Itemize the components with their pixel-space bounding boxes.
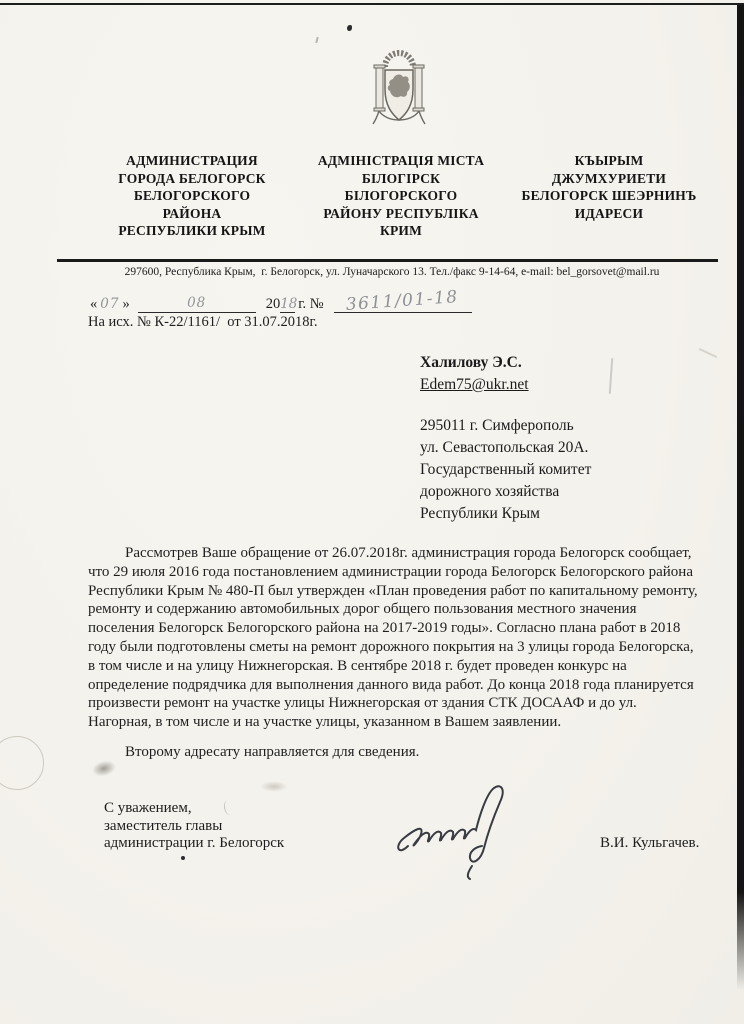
scan-ring-smudge — [0, 736, 44, 790]
recipient-address-line: ул. Севастопольская 20А. — [420, 439, 589, 456]
letterhead-column-russian — [83, 152, 301, 240]
recipient-name: Халилову Э.С. — [420, 354, 522, 371]
handwritten-outgoing-number: 3611/01-18 — [345, 287, 460, 315]
faint-pen-mark — [609, 358, 614, 394]
recipient-block — [420, 352, 591, 525]
scan-edge-right-strip — [737, 5, 744, 990]
scan-edge-top-line — [0, 3, 744, 5]
closing-line: администрации г. Белогорск — [104, 835, 285, 852]
handwritten-day: 07 — [100, 296, 120, 312]
emblem-right-column — [415, 68, 422, 108]
letterhead-line: БЕЛОГОРСК ШЕЭРНИНЪ — [521, 188, 697, 203]
year-prefix: 20 — [265, 296, 281, 312]
letter-body — [88, 544, 698, 762]
handwritten-year: 18 — [280, 296, 298, 312]
body-main-paragraph: Рассмотрев Ваше обращение от 26.07.2018г. администрация города Белогорск сообщает, что 29 июля 2016 года постановлением администрации города Белогорск Белогорского района Республики Крым № 480-П был утвержден «План проведения работ по капитальному ремонту, ремонту и содержанию автомобильных дорог общего пользования местного значения поселения Белогорск Белогорского района на 2017-2019 годы». Согласно плана работ в 2018 году были подготовлены сметы на ремонт дорожного покрытия на 3 улицы города Белогорска, в том числе и на улицу Нижнегорская. В сентябре 2018 г. будет проведен конкурс на определение подрядчика для выполнения данного вида работ. До конца 2018 года планируется произвести ремонт на участке улицы Нижнегорская от здания СТК ДОСААФ и до ул. Нагорная, в том числе и на участке улицы, указанном в Вашем заявлении. — [88, 545, 698, 731]
letterhead-line: АДМІНІСТРАЦІЯ МІСТА — [317, 153, 485, 168]
letterhead-line: КРИМ — [379, 223, 423, 238]
scan-speck — [347, 25, 352, 31]
year-number-label: г. № — [298, 296, 324, 312]
letterhead-line: РЕСПУБЛИКИ КРЫМ — [118, 223, 266, 238]
closing-line: С уважением, — [104, 800, 192, 816]
letterhead-line: БІЛОГІРСК — [361, 170, 441, 186]
scan-speck — [181, 856, 185, 860]
letterhead-line: ДЖУМХУРИЕТИ — [551, 170, 667, 186]
recipient-address-line: Государственный комитет — [420, 461, 592, 478]
letterhead-line: КЪЫРЫМ — [574, 153, 644, 168]
scan-speck — [315, 37, 318, 43]
incoming-reference-line: На исх. № К-22/1161/ от 31.07.2018г. — [88, 314, 318, 330]
letterhead-line: РАЙОНУ РЕСПУБЛІКА — [323, 205, 479, 221]
crimea-coat-of-arms-emblem — [367, 50, 431, 136]
letterhead-line: БЕЛОГОРСКОГО — [133, 188, 251, 203]
scan-scratch — [699, 348, 718, 358]
recipient-address-line: 295011 г. Симферополь — [420, 417, 574, 434]
recipient-address-line: дорожного хозяйства — [420, 483, 560, 500]
closing-block — [104, 800, 284, 853]
body-note-paragraph: Второму адресату направляется для сведения. — [125, 743, 420, 760]
letterhead-line: АДМИНИСТРАЦИЯ — [126, 153, 258, 168]
letterhead-line: ИДАРЕСИ — [574, 205, 644, 221]
number-blank-line — [334, 287, 472, 315]
letterhead-line: ГОРОДА БЕЛОГОРСК — [118, 170, 266, 186]
recipient-email: Edem75@ukr.net — [420, 376, 529, 393]
letterhead-column-ukrainian — [301, 152, 501, 240]
emblem-left-column — [376, 68, 383, 108]
spacer — [420, 396, 591, 415]
letterhead-column-crimean-tatar — [503, 152, 715, 222]
close-quote: » — [122, 296, 130, 312]
emblem-sun-rays — [385, 53, 413, 67]
outgoing-reference-line — [90, 287, 472, 315]
signatory-name: В.И. Кульгачев. — [600, 835, 700, 851]
recipient-address-line: Республики Крым — [420, 505, 540, 522]
letterhead-contact-line: 297600, Республика Крым, г. Белогорск, ул. Луначарского 13. Тел./факс 9-14-64, e-mail: bel_gorsovet@mail.ru — [124, 266, 660, 278]
closing-line: заместитель главы — [104, 817, 223, 834]
letterhead-line: РАЙОНА — [162, 205, 222, 221]
handwritten-signature — [394, 780, 534, 882]
open-quote: « — [90, 296, 98, 312]
letterhead-line: БІЛОГОРСКОГО — [344, 188, 458, 203]
month-blank-line — [138, 295, 256, 313]
scan-smudge — [260, 781, 288, 792]
handwritten-month: 08 — [187, 295, 207, 311]
letterhead-divider-rule — [57, 259, 718, 262]
